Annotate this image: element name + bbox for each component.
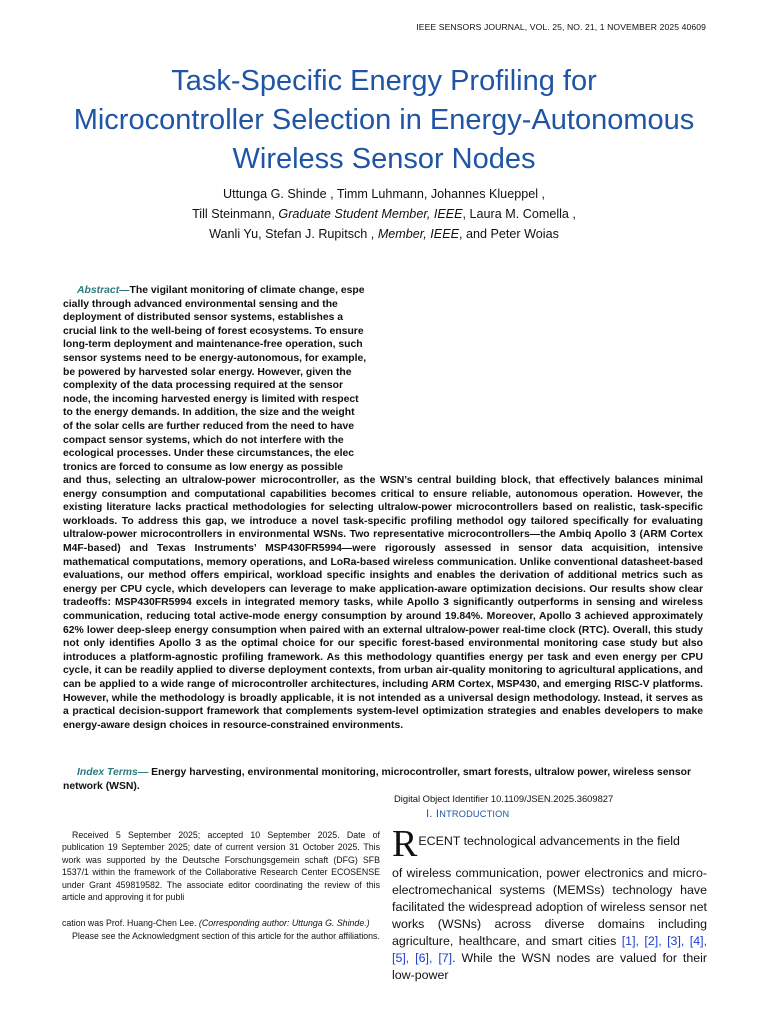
author-list bbox=[40, 184, 728, 244]
footnote bbox=[62, 829, 380, 942]
title-line: Microcontroller Selection in Energy-Autonomous bbox=[73, 104, 695, 136]
abstract-continuation: and thus, selecting an ultralow-power microcontroller, as the WSN’s central building block, that effectively balances minimal energy consumption and computational capabilities becomes critical to ensure reliable, autonomous operation. However, the existing literature lacks practical methodologies for selecting ultralow-power microcontrollers based on realistic, task-specific workloads. To address this gap, we introduce a novel task-specific profiling methodol ogy tailored specifically for evaluating ultralow-power microcontrollers in environmental WSNs. Two representative microcontrollers—the Ambiq Apollo 3 (ARM Cortex M4F-based) and Texas Instruments’ MSP430FR5994—were rigorously assessed in sensor data acquisition, intensive mathematical computations, memory operations, and LoRa-based wireless communication. Unlike conventional datasheet-based evaluations, our method offers empirical, workload specific insights and enables the derivation of additional metrics such as energy per CPU cycle, which developers can leverage to make application-aware optimization decisions. Our results show clear tradeoffs: MSP430FR5994 excels in integrated memory tasks, while Apollo 3 significantly outperforms in sensing and wireless communication, reducing total active-mode energy consumption by around 19.84%. Moreover, Apollo 3 achieved approximately 62% lower deep-sleep energy consumption when paired with an external ultralow-power real-time clock (RTC). Overall, this study not only identifies Apollo 3 as the optimal choice for our specific forest-based environmental monitoring case study but also introduces a platform-agnostic profiling framework. As this methodology quantifies energy per task and even energy per CPU cycle, it can be readily applied to diverse deployment contexts, from urban air-quality monitoring to agricultural applications, and can be applied to a wide range of microcontroller architectures, including ARM Cortex, MSP430, and emerging RISC-V platforms. However, while the methodology is broadly applicable, it is not intended as a universal design methodology. Instead, it serves as a practical decision-support framework that complements system-level optimization strategies and enables developers to make energy-aware design choices in resource-constrained environments. bbox=[63, 475, 703, 731]
abstract-line: long-term deployment and maintenance-free operation, such bbox=[63, 339, 363, 351]
abstract-line: sensor systems need to be energy-autonomous, for example, bbox=[63, 352, 367, 364]
citation-link[interactable]: [5] bbox=[392, 951, 406, 965]
author-names: Till Steinmann, bbox=[192, 207, 279, 221]
author-membership: Member, IEEE bbox=[377, 227, 460, 241]
abstract-line: cially through advanced environmental sensing and the bbox=[63, 298, 338, 310]
index-terms-label: Index Terms— bbox=[77, 767, 149, 778]
doi: Digital Object Identifier 10.1109/JSEN.2025.3609827 bbox=[394, 793, 614, 804]
citation-link[interactable]: [2] bbox=[644, 934, 659, 948]
citation-link[interactable]: [1] bbox=[621, 934, 636, 948]
footnote-editor bbox=[62, 917, 380, 929]
abstract-line: complexity of the data processing required at the sensor bbox=[63, 380, 344, 392]
lead-text: ECENT technological advancements in the field bbox=[418, 834, 680, 848]
section-title: NTRODUCTION bbox=[439, 809, 510, 819]
abstract-line: tronics are forced to consume as low energy as possible bbox=[63, 461, 344, 473]
introduction-body bbox=[392, 823, 708, 984]
intro-paragraph: of wireless communication, power electronics and micro-electromechanical systems (MEMSs) technology have facilitated the widespread adoption of wireless sensor net works (WSNs) across diverse domains including agriculture, healthcare, and smart cities [1], [2], [3], [4], [5], [6], [7]. While the WSN nodes are valued for their low-power bbox=[392, 866, 708, 982]
footnote-affiliations: Please see the Acknowledgment section of this article for the author affiliations. bbox=[72, 930, 380, 941]
author-line: Uttunga G. Shinde , Timm Luhmann, Johannes Klueppel , bbox=[222, 187, 546, 201]
corresponding-author: (Corresponding author: Uttunga G. Shinde.) bbox=[198, 918, 370, 929]
abstract-narrow-block bbox=[63, 284, 393, 474]
title-line: Wireless Sensor Nodes bbox=[232, 143, 536, 175]
abstract-label: Abstract— bbox=[77, 285, 130, 296]
lead-line bbox=[392, 823, 707, 865]
intro-text: of wireless communication, power electronics and micro-electromechanical systems (MEMSs) technology have facilitated the widespread adoption of wireless sensor net works (WSNs) across diverse domains including agriculture, healthcare, and smart cities bbox=[392, 866, 707, 948]
author-membership: Graduate Student Member, IEEE bbox=[278, 207, 463, 221]
author-names: , and Peter Woias bbox=[459, 227, 559, 241]
footnote-text: cation was Prof. Huang-Chen Lee. bbox=[62, 918, 199, 929]
abstract-line: of the solar cells are further reduced from the need to have bbox=[63, 420, 355, 432]
author-line bbox=[40, 204, 728, 224]
citation-link[interactable]: [7] bbox=[438, 951, 453, 965]
author-names: , Laura M. Comella , bbox=[462, 207, 576, 221]
abstract-line bbox=[63, 284, 393, 298]
citation-link[interactable]: [6] bbox=[415, 951, 429, 965]
index-terms-text: Energy harvesting, environmental monitoring, microcontroller, smart forests, ultralow power, wireless sensor network (WSN). bbox=[63, 767, 691, 792]
abstract-line: crucial link to the well-being of forest ecosystems. To ensure bbox=[63, 325, 364, 337]
abstract-line: be powered by harvested solar energy. However, given the bbox=[63, 366, 352, 378]
author-line bbox=[40, 224, 728, 244]
abstract-line: node, the incoming harvested energy is limited with respect bbox=[63, 393, 359, 405]
section-heading bbox=[426, 808, 509, 820]
footnote-received: Received 5 September 2025; accepted 10 September 2025. Date of publication 19 September 2025; date of current version 31 October 2025. This work was supported by the Deutsche Forschungsgemein schaft (DFG) SFB 1537/1 within the framework of the Collaborative Research Center ECOSENSE under Grant 459819582. The associate editor coordinating the review of this article and approving it for publi bbox=[62, 830, 380, 903]
paper-title bbox=[40, 62, 728, 179]
intro-text: . While the WSN nodes are valued for their low-power bbox=[392, 951, 707, 982]
author-names: Wanli Yu, Stefan J. Rupitsch , bbox=[209, 227, 378, 241]
abstract-line: ecological processes. Under these circumstances, the elec bbox=[63, 448, 355, 460]
section-number: I. I bbox=[426, 808, 440, 820]
drop-cap: R bbox=[392, 823, 418, 865]
index-terms bbox=[63, 766, 703, 793]
abstract-text: The vigilant monitoring of climate change, espe bbox=[129, 285, 365, 296]
citation-link[interactable]: [3] bbox=[667, 934, 681, 948]
abstract-line: deployment of distributed sensor systems, establishes a bbox=[63, 312, 344, 324]
abstract-line: to the energy demands. In addition, the size and the weight bbox=[63, 407, 355, 419]
title-line: Task-Specific Energy Profiling for bbox=[171, 65, 597, 97]
running-head: IEEE SENSORS JOURNAL, VOL. 25, NO. 21, 1 NOVEMBER 2025 40609 bbox=[416, 22, 706, 32]
abstract-line: compact sensor systems, which do not interfere with the bbox=[63, 434, 344, 446]
citation-link[interactable]: [4] bbox=[689, 934, 704, 948]
